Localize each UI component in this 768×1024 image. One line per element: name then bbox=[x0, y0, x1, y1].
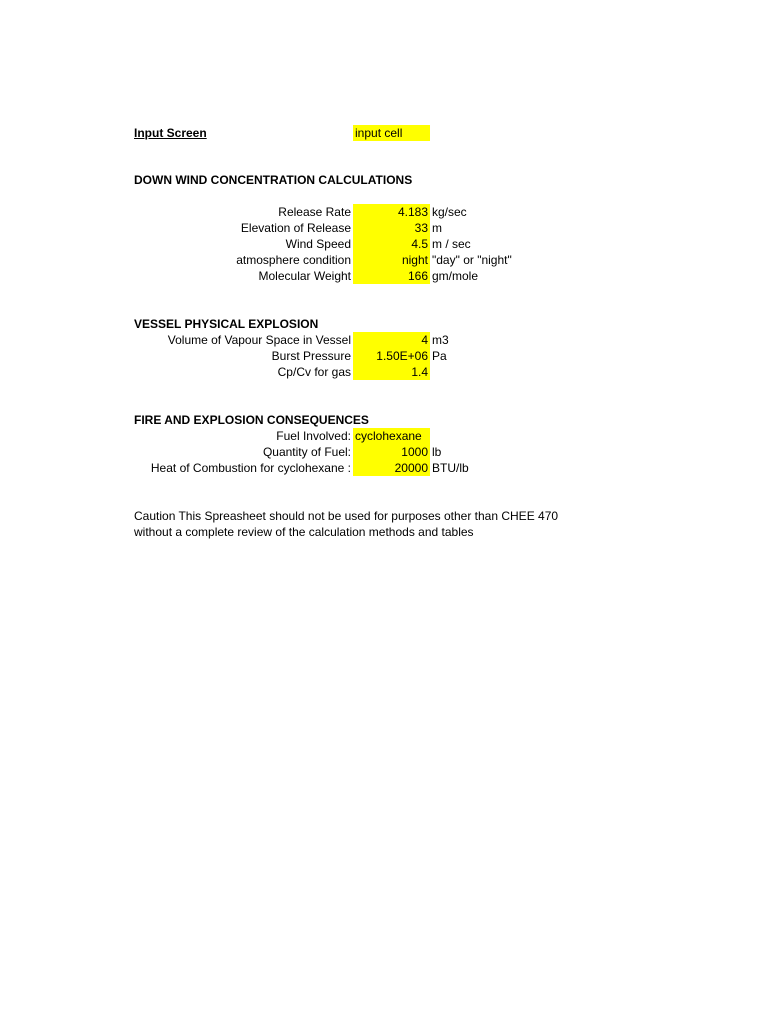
release-rate-label: Release Rate bbox=[278, 205, 351, 219]
fuel-involved-label: Fuel Involved: bbox=[276, 429, 351, 443]
molecular-weight-input[interactable]: 166 bbox=[353, 268, 430, 284]
fuel-quantity-unit: lb bbox=[432, 445, 442, 459]
burst-pressure-label: Burst Pressure bbox=[271, 349, 351, 363]
fuel-quantity-input[interactable]: 1000 bbox=[353, 444, 430, 460]
wind-speed-input[interactable]: 4.5 bbox=[353, 236, 430, 252]
molecular-weight-label: Molecular Weight bbox=[258, 269, 351, 283]
heat-combustion-unit: BTU/lb bbox=[432, 461, 469, 475]
vapour-volume-unit: m3 bbox=[432, 333, 449, 347]
cp-cv-input[interactable]: 1.4 bbox=[353, 364, 430, 380]
vapour-volume-input[interactable]: 4 bbox=[353, 332, 430, 348]
fuel-involved-input[interactable]: cyclohexane bbox=[353, 428, 430, 444]
heat-combustion-input[interactable]: 20000 bbox=[353, 460, 430, 476]
caution-line-2: without a complete review of the calculation methods and tables bbox=[134, 525, 474, 539]
molecular-weight-unit: gm/mole bbox=[432, 269, 479, 283]
burst-pressure-unit: Pa bbox=[432, 349, 447, 363]
wind-speed-unit: m / sec bbox=[432, 237, 471, 251]
elevation-label: Elevation of Release bbox=[240, 221, 351, 235]
page-title: Input Screen bbox=[134, 126, 207, 140]
elevation-input[interactable]: 33 bbox=[353, 220, 430, 236]
heat-combustion-label: Heat of Combustion for cyclohexane : bbox=[150, 461, 351, 475]
burst-pressure-input[interactable]: 1.50E+06 bbox=[353, 348, 430, 364]
fire-heading: FIRE AND EXPLOSION CONSEQUENCES bbox=[134, 413, 369, 427]
wind-speed-label: Wind Speed bbox=[285, 237, 351, 251]
cp-cv-label: Cp/Cv for gas bbox=[277, 365, 351, 379]
input-cell-legend: input cell bbox=[353, 125, 430, 141]
fuel-quantity-label: Quantity of Fuel: bbox=[262, 445, 351, 459]
atmosphere-unit: "day" or "night" bbox=[432, 253, 512, 267]
release-rate-unit: kg/sec bbox=[432, 205, 467, 219]
elevation-unit: m bbox=[432, 221, 442, 235]
release-rate-input[interactable]: 4.183 bbox=[353, 204, 430, 220]
caution-line-1: Caution This Spreasheet should not be used for purposes other than CHEE 470 bbox=[134, 509, 559, 523]
downwind-heading: DOWN WIND CONCENTRATION CALCULATIONS bbox=[134, 173, 413, 187]
atmosphere-input[interactable]: night bbox=[353, 252, 430, 268]
vessel-heading: VESSEL PHYSICAL EXPLOSION bbox=[134, 317, 319, 331]
vapour-volume-label: Volume of Vapour Space in Vessel bbox=[167, 333, 351, 347]
atmosphere-label: atmosphere condition bbox=[236, 253, 351, 267]
